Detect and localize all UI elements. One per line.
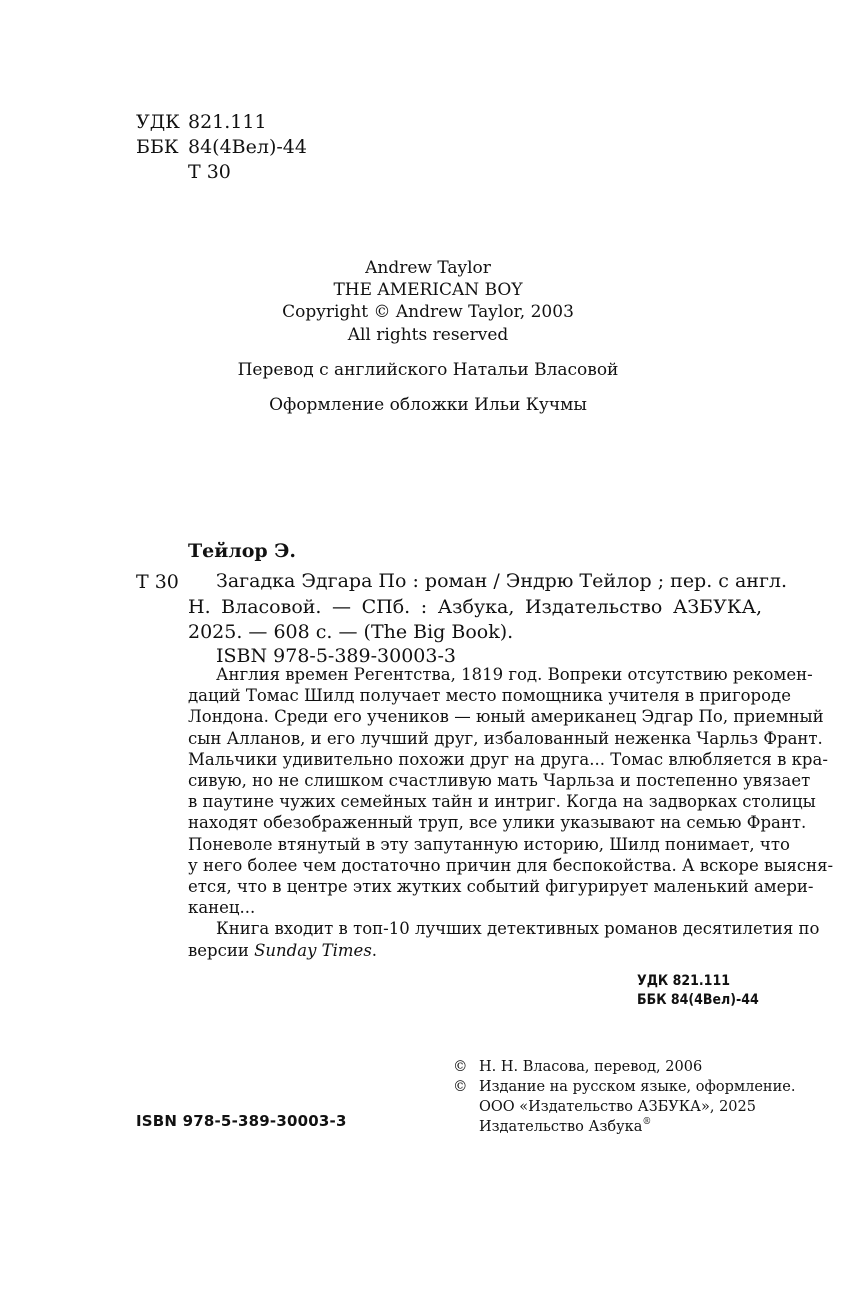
isbn-bottom: ISBN 978-5-389-30003-3 [136,1112,347,1130]
annotation-line: Поневоле втянутый в эту запутанную историю, Шилд понимает, что [188,834,790,854]
translation-credit: Перевод с английского Натальи Власовой [237,360,619,380]
copyright-publisher: ООО «Издательство АЗБУКА», 2025 [479,1099,756,1115]
annotation-line: в паутине чужих семейных тайн и интриг. Когда на задворках столицы [188,792,816,812]
annotation-extra-line: Книга входит в топ-10 лучших детективных романов десятилетия по [216,919,820,939]
annotation-line: у него более чем достаточно причин для беспокойства. А вскоре выясня- [188,855,834,875]
annotation-line: сын Алланов, и его лучший друг, избалованный неженка Чарльз Франт. [188,728,823,748]
bibliographic-description [188,569,788,646]
bib-line: Н. Власовой. — СПб. : Азбука, Издательство АЗБУКА, [188,595,762,618]
annotation-line: Мальчики удивительно похожи друг на друга... Томас влюбляется в кра- [188,749,828,769]
copyright-imprint [453,1117,795,1137]
annotation-line: ется, что в центре этих жутких событий фигурирует маленький амери- [188,877,814,897]
author-sign: Т 30 [188,161,231,183]
annotation-line: канец... [188,898,256,918]
annotation [188,664,834,961]
original-title: THE AMERICAN BOY [333,280,523,300]
small-udk: УДК 821.111 [637,973,730,989]
bbk-value: 84(4Вел)-44 [188,136,307,158]
udk-value: 821.111 [188,111,267,133]
bib-line: 2025. — 608 с. — (The Big Book). [188,621,514,643]
original-copyright: Copyright © Andrew Taylor, 2003 [282,302,574,322]
copyright-line [453,1057,795,1077]
copyright-block [453,1057,795,1137]
annotation-line: находят обезображенный труп, все улики указывают на семью Франт. [188,813,807,833]
copyright-symbol: © [453,1059,468,1075]
annotation-extra-prefix: версии [188,940,255,960]
catalog-isbn: ISBN 978-5-389-30003-3 [216,645,456,667]
original-rights: All rights reserved [347,325,509,345]
bib-line: Загадка Эдгара По : роман / Эндрю Тейлор ; пер. с англ. [216,570,788,592]
sunday-times-italic: Sunday Times [254,940,372,960]
imprint-name: Издательство Азбука [479,1119,643,1135]
annotation-line: Лондона. Среди его учеников — юный американец Эдгар По, приемный [188,707,824,727]
copyright-edition: Издание на русском языке, оформление. [479,1079,796,1095]
annotation-extra-suffix: . [371,940,378,960]
copyright-translation: Н. Н. Власова, перевод, 2006 [479,1059,703,1075]
annotation-line: даций Томас Шилд получает место помощника учителя в пригороде [188,686,791,706]
bbk-label: ББК [136,136,179,158]
annotation-line: сивую, но не слишком счастливую мать Чарльза и постепенно увязает [188,771,811,791]
copyright-line [453,1077,795,1097]
catalog-cipher: Т 30 [136,571,179,593]
copyright-symbol: © [453,1079,468,1095]
annotation-line: Англия времен Регентства, 1819 год. Вопреки отсутствию рекомен- [216,665,813,684]
udk-header [136,110,267,134]
small-bbk: ББК 84(4Вел)-44 [637,992,759,1008]
annotation-extra-line-2 [188,940,762,961]
bbk-header [136,135,307,159]
registered-mark: ® [642,1117,652,1127]
cover-credit: Оформление обложки Ильи Кучмы [269,395,587,415]
original-author: Andrew Taylor [365,258,491,278]
catalog-author-heading: Тейлор Э. [188,540,297,562]
udk-label: УДК [136,111,180,133]
